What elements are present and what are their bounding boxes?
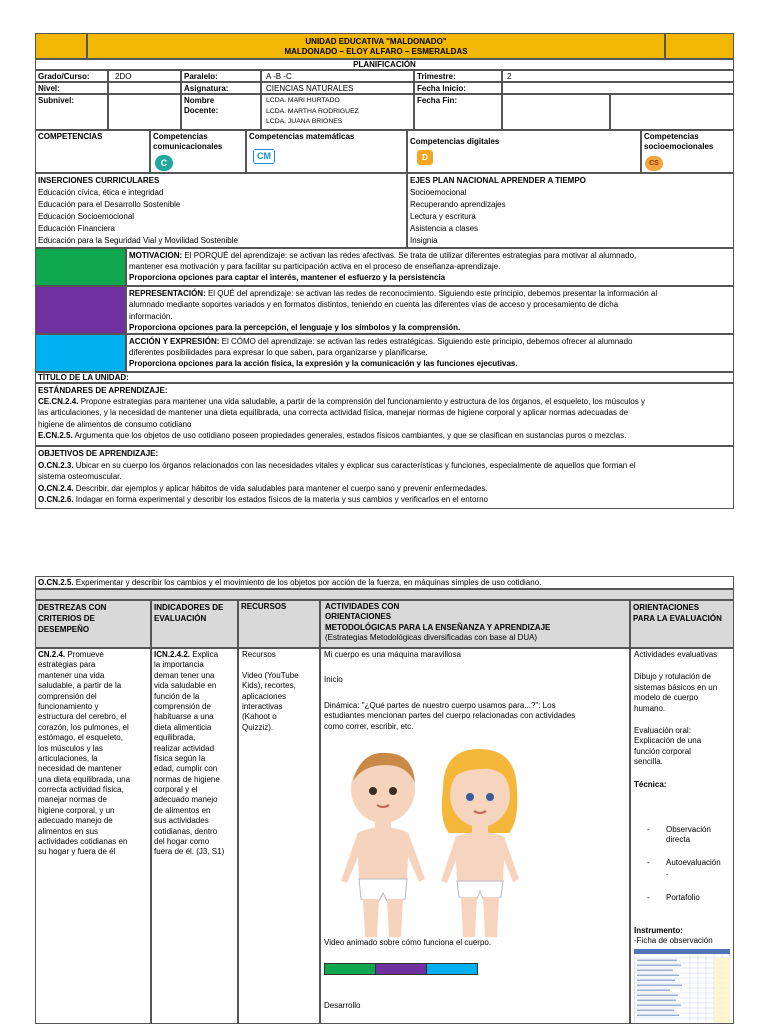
school-name: UNIDAD EDUCATIVA "MALDONADO": [305, 37, 447, 46]
ocn-objective: O.CN.2.5. Experimentar y describir los cambios y el movimiento de los objetos por acción de la fuerza, en máquinas simples de uso cotidiano.: [35, 576, 734, 589]
tecnica-item: -: [647, 893, 650, 902]
text-line: funcionamiento y: [38, 701, 99, 711]
competencias-matematicas: Competencias matemáticas CM: [246, 130, 407, 173]
dua-color-bar: [324, 963, 478, 975]
text-line: Video (YouTube: [242, 670, 299, 680]
nivel-label: Nivel:: [35, 82, 108, 94]
text-line: [242, 660, 317, 670]
text-line: aplicaciones: [242, 691, 287, 701]
text-line: comprensión de: [154, 701, 211, 711]
estandares-aprendizaje: ESTÁNDARES DE APRENDIZAJE: CE.CN.2.4. Propone estrategias para mantener una vida saludable, a partir de la comprensión del funcionamiento y estructura de los órganos, el esqueleto, los músculos y las articulaciones, y la necesidad de mantener una dieta equilibrada, una correcta actividad física, manejar normas de higiene corporal y aplicar normas adecuadas de higiene de alimentos de consumo cotidiano E.CN.2.5. Argumenta que los objetos de uso cotidiano poseen propiedades generales, estados físicos cambiantes, y que se clasifican en sustancias puros o mezclas.: [35, 383, 734, 446]
text-line: corporal y el: [154, 785, 198, 795]
text-line: estructura del cerebro, el: [38, 712, 127, 722]
nivel-value: [108, 82, 181, 94]
destreza-lines: [38, 660, 148, 857]
text-line: los músculos y las: [38, 743, 103, 753]
text-line: vida saludable en: [154, 681, 217, 691]
insercion-item: Educación Socioemocional: [38, 212, 135, 221]
text-line: sus actividades: [154, 816, 209, 826]
matematicas-icon: CM: [253, 149, 275, 164]
text-line: edad, cumplir con: [154, 764, 218, 774]
paralelo-label: Paralelo:: [181, 70, 261, 82]
grado-label: Grado/Curso:: [35, 70, 108, 82]
text-line: dieta alimenticia: [154, 722, 212, 732]
header-indicadores: INDICADORES DE EVALUACIÓN: [151, 600, 238, 648]
trimestre-value: 2: [502, 70, 734, 82]
tecnica-item-text: Portafolio: [666, 893, 700, 902]
asignatura-label: Asignatura:: [181, 82, 261, 94]
recursos-cell: [238, 648, 320, 1024]
accion-color-swatch: [35, 334, 126, 372]
subnivel-label: Subnivel:: [35, 94, 108, 130]
fecha-inicio-value: [502, 82, 734, 94]
text-line: habituarse a una: [154, 712, 214, 722]
eje-item: Insignia: [410, 236, 438, 245]
fecha-fin-extra: [610, 94, 734, 130]
representacion-color-swatch: [35, 286, 126, 334]
header-orientaciones: ORIENTACIONES PARA LA EVALUACIÓN: [630, 600, 734, 648]
insercion-item: Educación para el Desarrollo Sostenible: [38, 200, 181, 209]
paralelo-value: A -B -C: [261, 70, 414, 82]
text-line: fuera de él. (J3, S1): [154, 847, 225, 857]
text-line: equilibrada,: [154, 733, 196, 743]
insercion-item: Educación cívica, ética e integridad: [38, 188, 164, 197]
text-line: Recursos: [242, 650, 276, 659]
text-line: del hogar como: [154, 837, 210, 847]
motivacion-text: MOTIVACION: El PORQUÉ del aprendizaje: se activan las redes afectivas. Se trata de utilizar diferentes estrategias para motivar al alumnado, mantener esa motivación y para facilitar su participación activa en el proceso de enseñanza-aprendizaje. Proporciona opciones para captar el interés, mantener el esfuerzo y la persistencia: [126, 248, 734, 286]
boy-figure: [341, 753, 425, 937]
header-actividades: ACTIVIDADES CON ORIENTACIONES METODOLÓGICAS PARA LA ENSEÑANZA Y APRENDIZAJE (Estrategias Metodológicas diversificadas con base al DUA): [320, 600, 630, 648]
comunicacion-icon: C: [155, 155, 173, 171]
text-line: cotidianas, dentro: [154, 826, 218, 836]
destreza-cell: CN.2.4. Promueve estrategias para mantener una vida saludable, a partir de la comprensión del funcionamiento y estructura del cerebro, el corazón, los pulmones, el estómago, el esqueleto, los músculos y las articulaciones, la necesidad de mantener una dieta equilibrada, una correcta actividad física, manejar normas de higiene corporal, y un adecuado manejo de alimentos en sus actividades cotidianas en su hogar y fuera de él: [35, 648, 151, 1024]
tecnica-item-text: Autoevaluación .: [666, 858, 721, 878]
competencias-title: COMPETENCIAS: [35, 130, 150, 173]
video-text: Video animado sobre cómo funciona el cuerpo.: [324, 938, 492, 947]
digital-icon: D: [417, 150, 433, 165]
text-line: manejar normas de: [38, 795, 107, 805]
text-line: física según la: [154, 753, 206, 763]
representacion-text: REPRESENTACIÓN: El QUÉ del aprendizaje: se activan las redes de reconocimiento. Siguiendo este principio, debemos presentar la información al alumnado mediante soportes variados y en formatos distintos, teniendo en cuenta las diferentes vías de acceso y procesamiento de dicha información. Proporciona opciones para la percepción, el lenguaje y los símbolos y la comprensión.: [126, 286, 734, 334]
accion-text: ACCIÓN Y EXPRESIÓN: El CÓMO del aprendizaje: se activan las redes estratégicas. Siguiendo este principio, debemos ofrecer al alumnado diferentes posibilidades para expresar lo que saben, para organizarse y planificarse. Proporciona opciones para la acción física, la expresión y la comunicación y las funciones ejecutivas.: [126, 334, 734, 372]
eje-item: Lectura y escritura: [410, 212, 476, 221]
fecha-fin-value: [502, 94, 610, 130]
tecnica-item-text: Observación directa: [666, 825, 711, 845]
text-line: alimentos en sus: [38, 826, 99, 836]
text-line: interactivas: [242, 701, 283, 711]
plan-title: PLANIFICACIÓN: [35, 59, 734, 70]
girl-figure: [441, 749, 519, 937]
competencias-digitales: Competencias digitales D: [407, 130, 641, 173]
desarrollo-label: Desarrollo: [324, 1001, 361, 1010]
docente-name: LCDA. MARTHA RODRIGUEZ: [266, 107, 359, 115]
text-line: articulaciones, la: [38, 753, 98, 763]
instrumento-label: Instrumento:: [634, 926, 683, 935]
asignatura-value: CIENCIAS NATURALES: [261, 82, 414, 94]
text-line: higiene corporal, y un: [38, 805, 115, 815]
ejes-plan-nacional: EJES PLAN NACIONAL APRENDER A TIEMPO Socioemocional Recuperando aprendizajes Lectura y escritura Asistencia a clases Insignia: [407, 173, 734, 248]
insercion-item: Educación Financiera: [38, 224, 115, 233]
competencias-socioemocionales: Competencias socioemocionales CS: [641, 130, 734, 173]
gray-spacer-row: [35, 589, 734, 600]
dua-bar-green: [325, 964, 376, 974]
docente-label: Nombre Docente:: [181, 94, 261, 130]
titulo-unidad: TÍTULO DE LA UNIDAD:: [35, 372, 734, 383]
recursos-lines: [242, 650, 317, 733]
text-line: comprensión del: [38, 691, 97, 701]
fecha-fin-label: Fecha Fin:: [414, 94, 502, 130]
eje-item: Asistencia a clases: [410, 224, 479, 233]
header-destrezas: DESTREZAS CON CRITERIOS DE DESEMPEÑO: [35, 600, 151, 648]
dua-bar-purple: [376, 964, 427, 974]
tecnica-label: Técnica:: [634, 779, 667, 789]
tecnica-item: -: [647, 825, 650, 834]
header-right-cell: [665, 33, 734, 59]
children-body-illustration: [331, 741, 531, 941]
text-line: normas de higiene: [154, 774, 220, 784]
actividades-cell: Mi cuerpo es una máquina maravillosa Inicio Dinámica: "¿Qué partes de nuestro cuerpo usamos para...?": Los estudiantes mencionan partes del cuerpo relacionadas con actividades como correr, escribir, etc. Video animado sobre cómo funciona el cuerpo. Desarrollo: [320, 648, 630, 1024]
header-left-cell: [35, 33, 87, 59]
text-line: la importancia: [154, 660, 204, 670]
text-line: de alimentos en: [154, 805, 211, 815]
text-line: (Kahoot o: [242, 712, 277, 722]
school-header: [87, 33, 665, 59]
text-line: saludable, a partir de la: [38, 681, 122, 691]
docente-name: LCDA. MARI HURTADO: [266, 97, 340, 104]
school-location: MALDONADO – ELOY ALFARO – ESMERALDAS: [284, 46, 468, 56]
text-line: corazón, los pulmones, el: [38, 722, 129, 732]
fecha-inicio-label: Fecha Inicio:: [414, 82, 502, 94]
text-line: Quizziz).: [242, 722, 274, 732]
grado-value: 2DO: [108, 70, 181, 82]
socioemocional-icon: CS: [645, 156, 663, 171]
eje-item: Socioemocional: [410, 188, 467, 197]
trimestre-label: Trimestre:: [414, 70, 502, 82]
dua-bar-blue: [427, 964, 477, 974]
text-line: función de la: [154, 691, 200, 701]
competencias-comunicacionales: Competencias comunicacionales C: [150, 130, 246, 173]
eje-item: Recuperando aprendizajes: [410, 200, 506, 209]
insercion-item: Educación para la Seguridad Vial y Movilidad Sostenible: [38, 236, 238, 245]
text-line: actividades cotidianas en: [38, 837, 128, 847]
text-line: necesidad de mantener: [38, 764, 122, 774]
inserciones-curriculares: INSERCIONES CURRICULARES Educación cívica, ética e integridad Educación para el Desarrollo Sostenible Educación Socioemocional Educación Financiera Educación para la Seguridad Vial y Movilidad Sostenible: [35, 173, 407, 248]
text-line: realizar actividad: [154, 743, 215, 753]
text-line: estrategias para: [38, 660, 96, 670]
text-line: su hogar y fuera de él: [38, 847, 116, 857]
text-line: correcta actividad física,: [38, 785, 124, 795]
indicador-cell: ICN.2.4.2. Explica la importancia deman tener una vida saludable en función de la comprensión de habituarse a una dieta alimenticia equilibrada, realizar actividad física según la edad, cumplir con normas de higiene corporal y el adecuado manejo de alimentos en sus actividades cotidianas, dentro del hogar como fuera de él. (J3, S1): [151, 648, 238, 1024]
objetivos-aprendizaje: OBJETIVOS DE APRENDIZAJE: O.CN.2.3. Ubicar en su cuerpo los órganos relacionados con las necesidades vitales y explicar sus características y funciones, especialmente de aquellos que forman el sistema osteomuscular. O.CN.2.4. Describir, dar ejemplos y aplicar hábitos de vida saludables para mantener el cuerpo sano y prevenir enfermedades. O.CN.2.6. Indagar en forma experimental y describir los estados físicos de la materia y sus cambios y verificarlos en el entorno: [35, 446, 734, 509]
text-line: mantener una vida: [38, 670, 105, 680]
inicio-label: Inicio: [324, 675, 343, 685]
header-recursos: RECURSOS: [238, 600, 320, 648]
docentes-list: [261, 94, 414, 130]
subnivel-value: [108, 94, 181, 130]
instrumento-value: -Ficha de observación: [634, 936, 713, 945]
text-line: adecuado manejo de: [38, 816, 113, 826]
text-line: Kids), recortes,: [242, 681, 296, 691]
indicador-lines: [154, 660, 235, 857]
text-line: estómago, el esqueleto,: [38, 733, 123, 743]
text-line: adecuado manejo: [154, 795, 218, 805]
tecnica-item: -: [647, 858, 650, 867]
actividad-title: Mi cuerpo es una máquina maravillosa: [324, 650, 461, 659]
motivacion-color-swatch: [35, 248, 126, 286]
docente-name: LCDA. JUANA BRIONES: [266, 118, 343, 126]
orientaciones-cell: Actividades evaluativas Dibujo y rotulación de sistemas básicos en un modelo de cuerpo humano. Evaluación oral: Explicación de una función corporal sencilla. Técnica: - Observación directa - Autoevaluación . - Portafolio Instrumento: -Ficha de observación: [630, 648, 734, 1024]
text-line: deman tener una: [154, 670, 215, 680]
text-line: una dieta equilibrada, una: [38, 774, 131, 784]
observation-sheet-thumbnail: [634, 949, 730, 1024]
